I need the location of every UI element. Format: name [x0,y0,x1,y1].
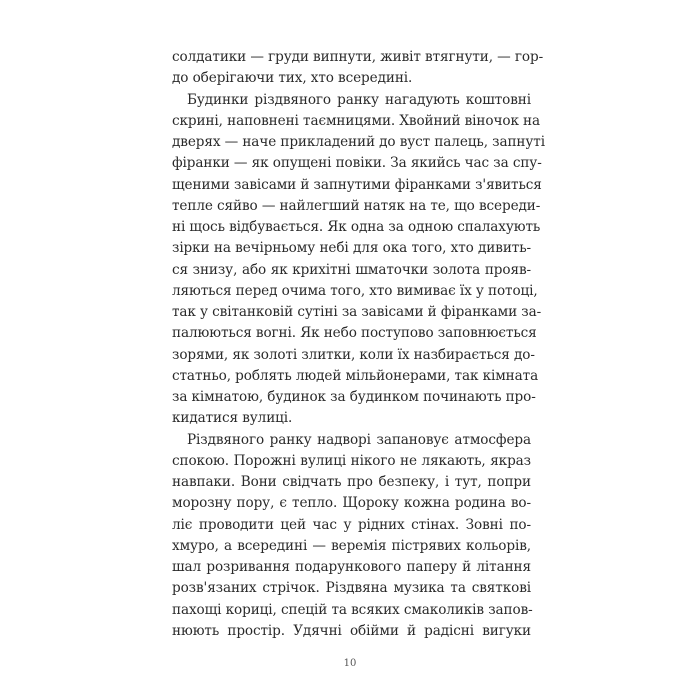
text-line: кидатися вулиці. [172,410,293,427]
text-line: морозну пору, є тепло. Щороку кожна родина во- [172,495,531,512]
text-line: до оберігаючи тих, хто всередині. [172,70,413,87]
text-line: скрині, наповнені таємницями. Хвойний віночок на [172,112,541,129]
text-line: спокою. Порожні вулиці нікого не лякають, якраз [172,452,531,469]
text-line: нюють простір. Удячні обійми й радісні вигуки [172,622,531,639]
text-line: навпаки. Вони свідчать про безпеку, і тут, попри [172,474,531,490]
text-line: фіранки — як опущені повіки. За якийсь час за спу- [172,155,542,172]
page-body [172,47,545,642]
text-line: зірки на вечірньому небі для ока того, хто дивить- [172,240,531,257]
page-number: 10 [343,658,357,669]
paragraph [172,430,531,643]
text-line: хмуро, а всередині — веремія пістрявих кольорів, [172,537,531,554]
text-line: так у світанковій сутіні за завісами й фіранками за- [172,304,542,320]
text-line: Будинки різдвяного ранку нагадують коштовні [187,91,531,108]
text-line: тепле сяйво — найлегший натяк на те, що всереди- [172,197,541,214]
text-line: зорями, як золоті злитки, коли їх назбирається до- [172,346,535,363]
text-line: ся знизу, або як крихітні шматочки золота прояв- [172,261,531,278]
text-line: дверях — наче прикладений до вуст палець, запнуті [172,134,545,150]
text-line: шал розривання подарункового паперу й літання [172,559,531,575]
text-line: палюються вогні. Як небо поступово заповнюється [172,325,537,342]
text-line: щеними завісами й запнутими фіранками з'явиться [172,176,542,193]
text-line: ні щось відбувається. Як одна за одною спалахують [172,219,541,235]
text-line: Різдвяного ранку надворі запановує атмосфера [187,431,531,448]
text-line: розв'язаних стрічок. Різдвяна музика та святкові [172,580,531,597]
text-line: за кімнатою, будинок за будинком починають про- [172,389,536,405]
text-line: солдатики — груди випнути, живіт втягнути, — гор- [172,49,544,65]
text-line: пахощі кориці, спецій та всяких смаколиків запов- [172,601,533,618]
text-line: ліє проводити цей час у рідних стінах. Зовні по- [172,516,531,533]
text-line: статньо, роблять людей мільйонерами, так кімната [172,367,539,384]
text-line: ляються перед очима того, хто вимиває їх у потоці, [172,282,538,299]
paragraph [172,90,545,430]
paragraph [172,47,544,90]
